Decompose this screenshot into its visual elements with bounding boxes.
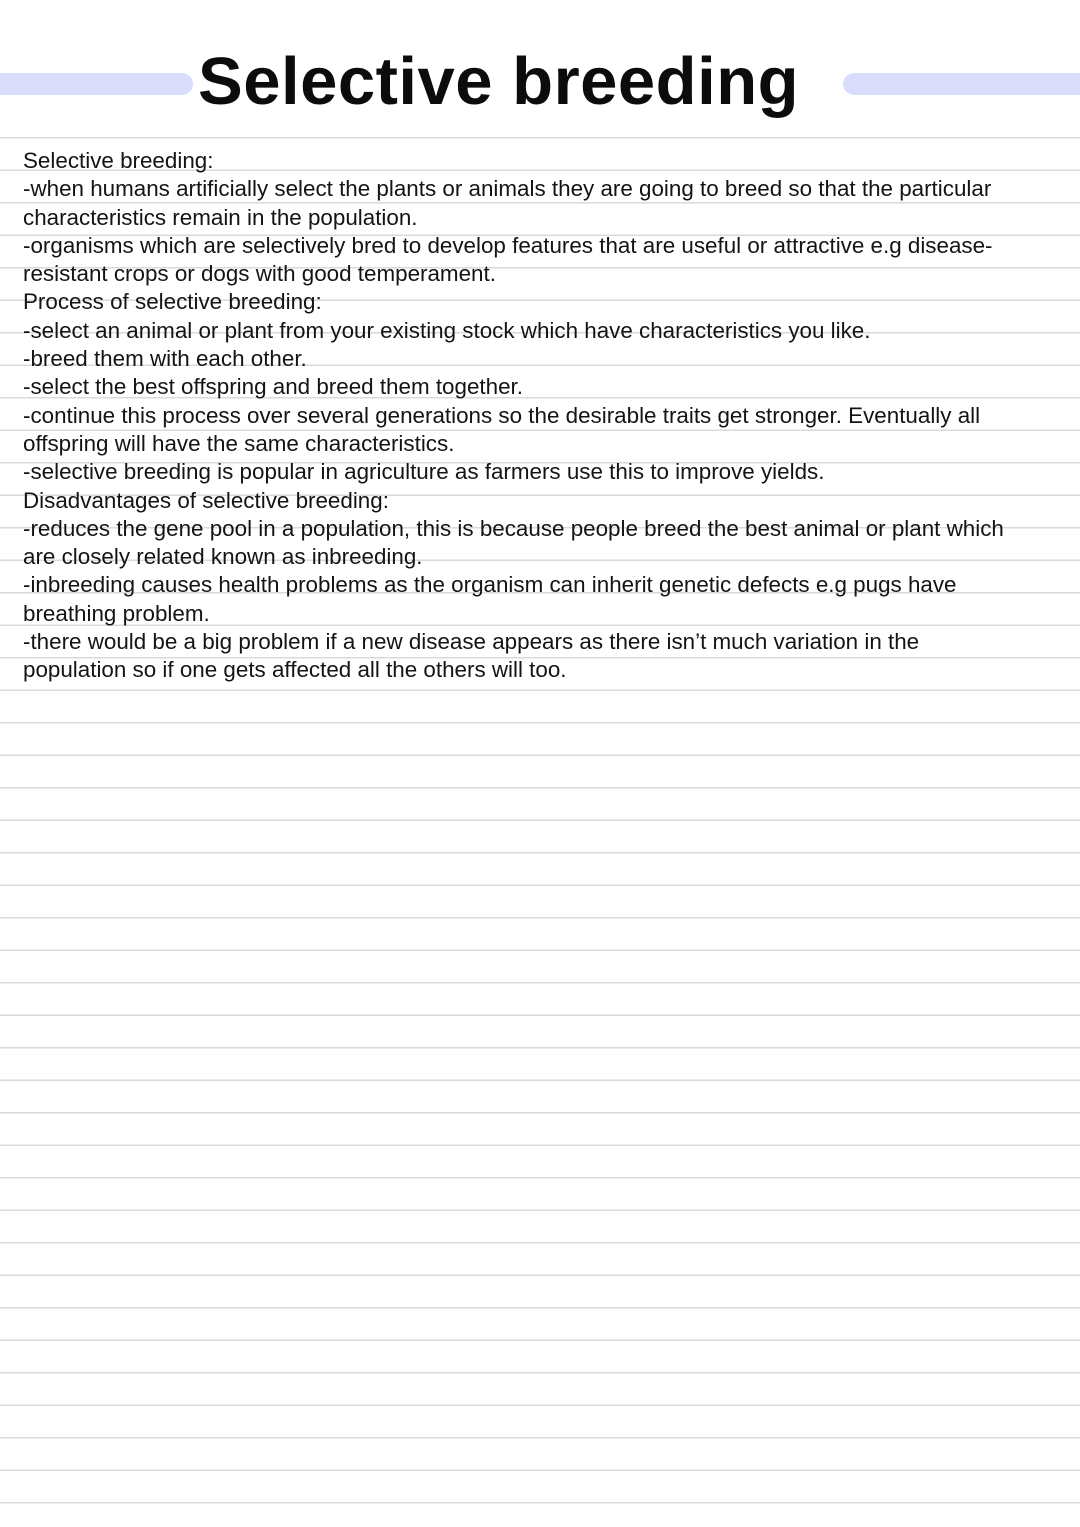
section-heading-disadvantages: Disadvantages of selective breeding:	[23, 487, 389, 513]
section-heading-selective-breeding: Selective breeding:	[23, 148, 214, 173]
note-line: breathing problem.	[23, 600, 210, 626]
note-line: -organisms which are selectively bred to develop features that are useful or attractive e.g disease-	[23, 232, 993, 258]
note-line: -continue this process over several generations so the desirable traits get stronger. Eventually all	[23, 402, 981, 428]
title-highlight-right	[843, 73, 1080, 95]
note-line: offspring will have the same characteristics.	[23, 430, 455, 456]
note-line: -breed them with each other.	[23, 346, 307, 372]
page-title: Selective breeding	[198, 44, 800, 119]
notes-body	[23, 147, 1080, 685]
note-line: -when humans artificially select the plants or animals they are going to breed so that the particular	[23, 176, 992, 202]
note-line: -select the best offspring and breed them together.	[23, 374, 523, 400]
note-line: -selective breeding is popular in agriculture as farmers use this to improve yields.	[23, 459, 825, 485]
note-line: population so if one gets affected all the others will too.	[23, 657, 567, 683]
note-line: -reduces the gene pool in a population, this is because people breed the best animal or plant which	[23, 515, 1004, 541]
note-line: characteristics remain in the population.	[23, 204, 418, 230]
note-line: -inbreeding causes health problems as the organism can inherit genetic defects e.g pugs have	[23, 572, 957, 598]
title-highlight-left	[0, 73, 193, 95]
note-line: -select an animal or plant from your existing stock which have characteristics you like.	[23, 317, 871, 343]
section-heading-process: Process of selective breeding:	[23, 289, 322, 315]
note-line: are closely related known as inbreeding.	[23, 544, 423, 570]
page-header	[0, 0, 1080, 120]
note-line: resistant crops or dogs with good temperament.	[23, 261, 496, 287]
note-line: -there would be a big problem if a new disease appears as there isn’t much variation in the	[23, 629, 920, 655]
